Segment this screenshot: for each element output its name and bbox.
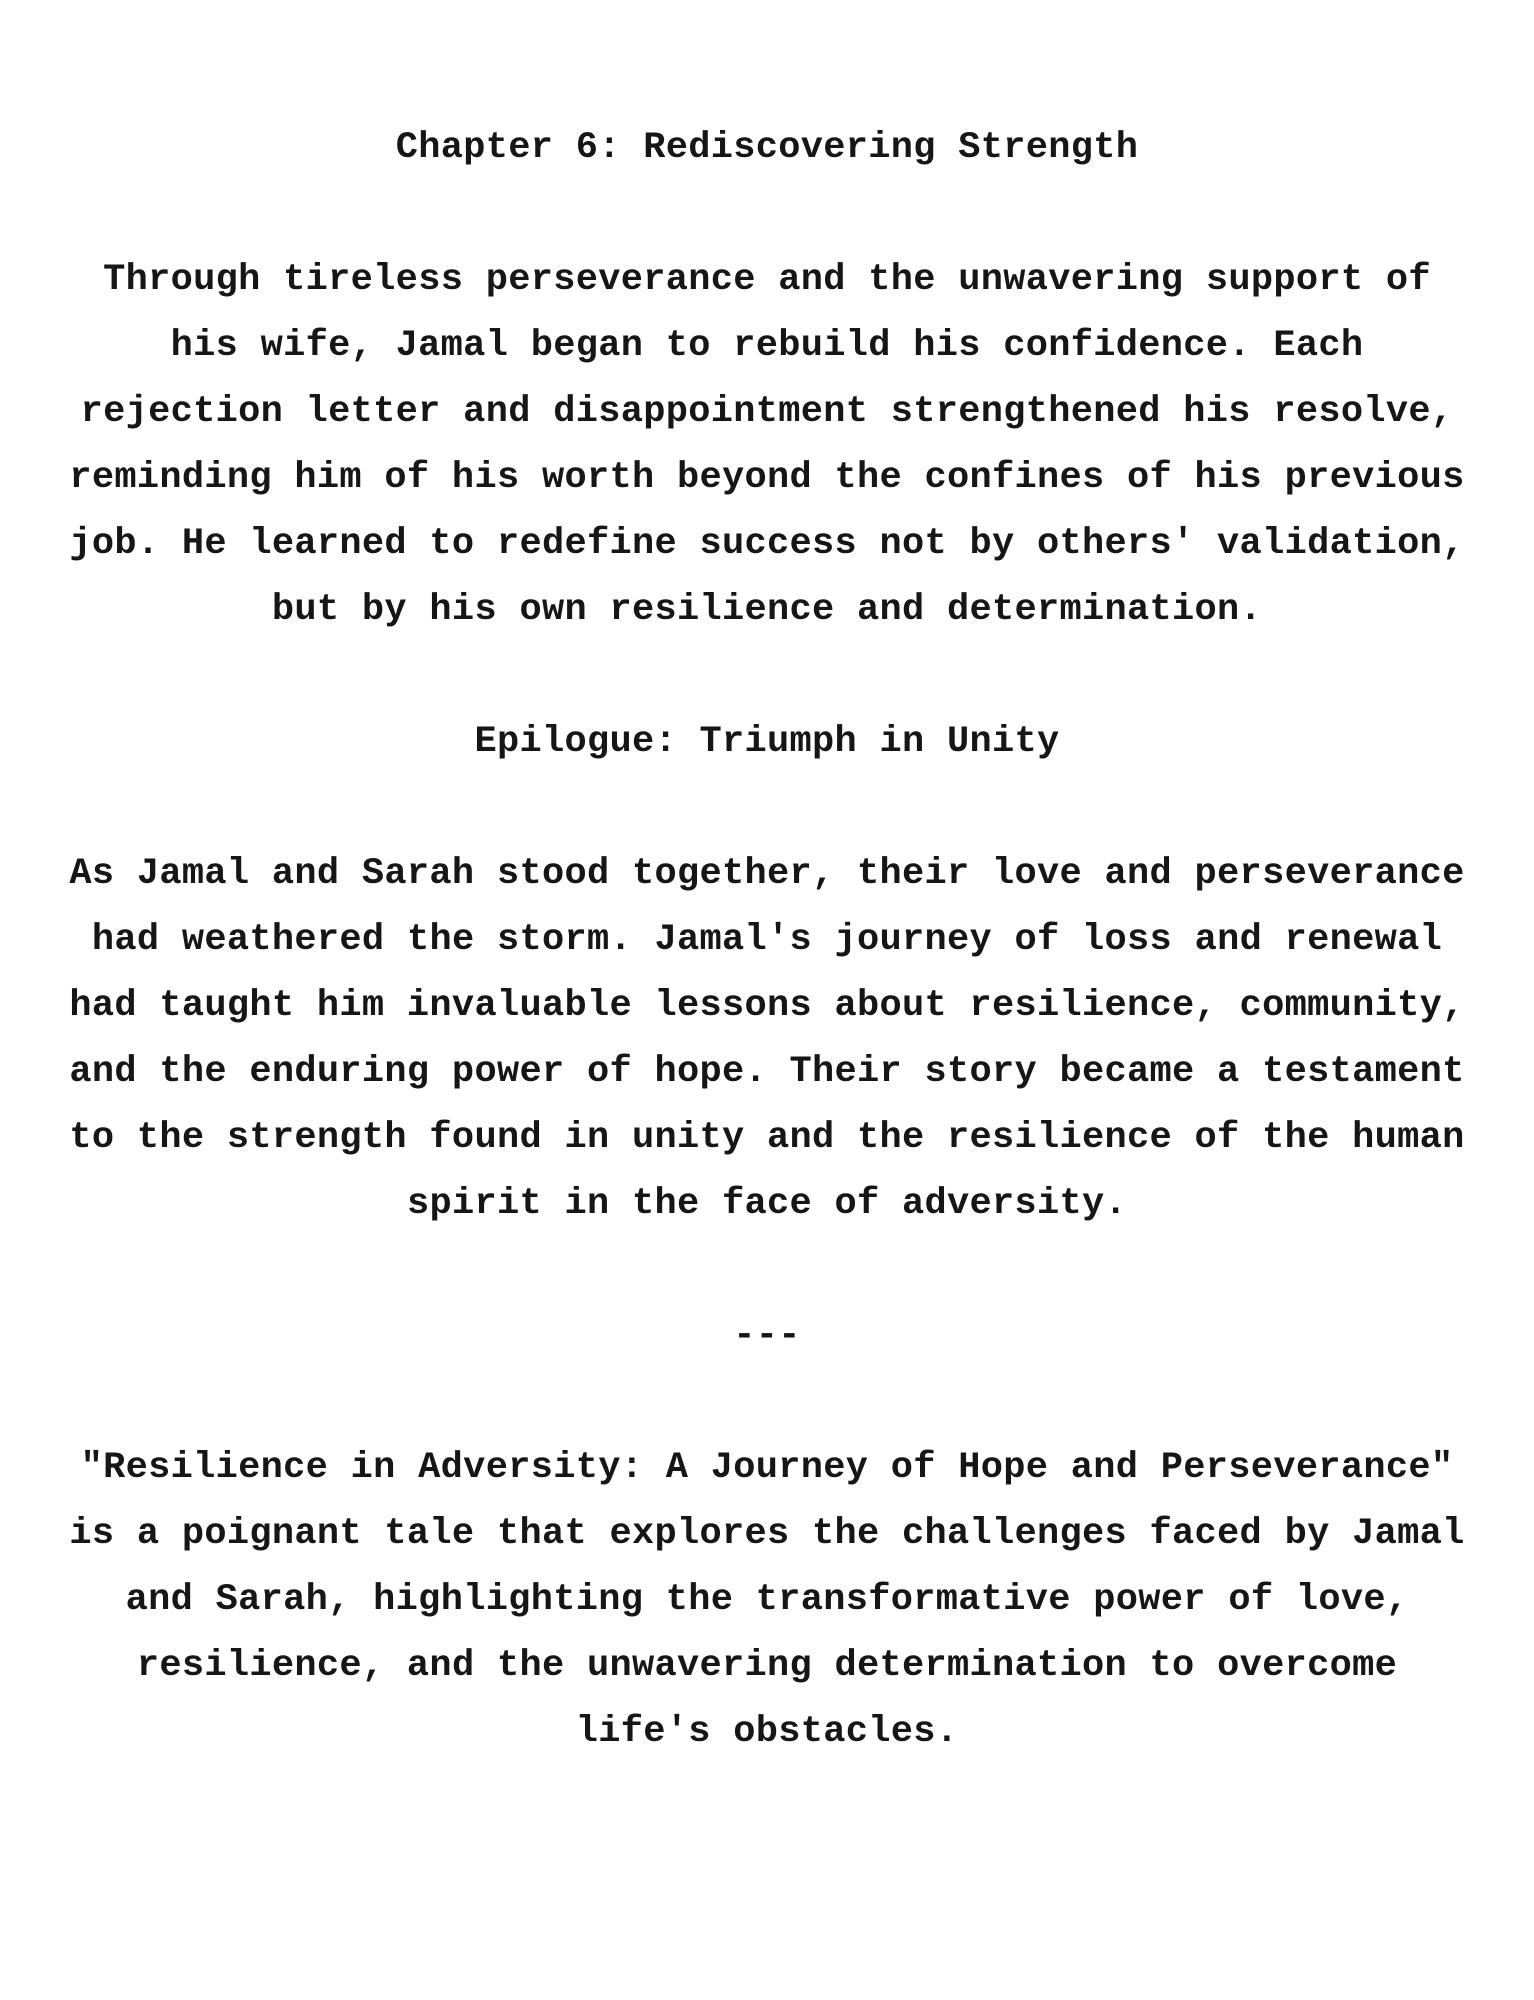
section-separator: ---	[733, 1315, 801, 1357]
paragraph-1	[0, 247, 1534, 643]
epilogue-heading: Epilogue: Triumph in Unity	[474, 721, 1060, 763]
text-line: and Sarah, highlighting the transformative power of love,	[125, 1579, 1409, 1621]
text-line: had taught him invaluable lessons about resilience, community,	[69, 985, 1465, 1027]
text-line: but by his own resilience and determination.	[271, 589, 1263, 631]
text-line: As Jamal and Sarah stood together, their love and perseverance	[69, 853, 1465, 895]
text-line: had weathered the storm. Jamal's journey of loss and renewal	[91, 919, 1443, 961]
text-line: is a poignant tale that explores the challenges faced by Jamal	[69, 1513, 1465, 1555]
text-line: Through tireless perseverance and the unwavering support of	[103, 259, 1431, 301]
text-line: "Resilience in Adversity: A Journey of Hope and Perseverance"	[80, 1447, 1454, 1489]
text-line: his wife, Jamal began to rebuild his confidence. Each	[170, 325, 1364, 367]
text-line: rejection letter and disappointment strengthened his resolve,	[80, 391, 1454, 433]
text-line: spirit in the face of adversity.	[406, 1183, 1128, 1225]
paragraph-3	[0, 1435, 1534, 1765]
text-line: reminding him of his worth beyond the confines of his previous	[69, 457, 1465, 499]
paragraph-2	[0, 841, 1534, 1237]
chapter-heading: Chapter 6: Rediscovering Strength	[395, 127, 1139, 169]
document-body	[0, 115, 1534, 1765]
text-line: and the enduring power of hope. Their story became a testament	[69, 1051, 1465, 1093]
text-line: to the strength found in unity and the resilience of the human	[69, 1117, 1465, 1159]
text-line: job. He learned to redefine success not by others' validation,	[69, 523, 1465, 565]
text-line: resilience, and the unwavering determination to overcome	[136, 1645, 1398, 1687]
text-line: life's obstacles.	[575, 1711, 959, 1753]
